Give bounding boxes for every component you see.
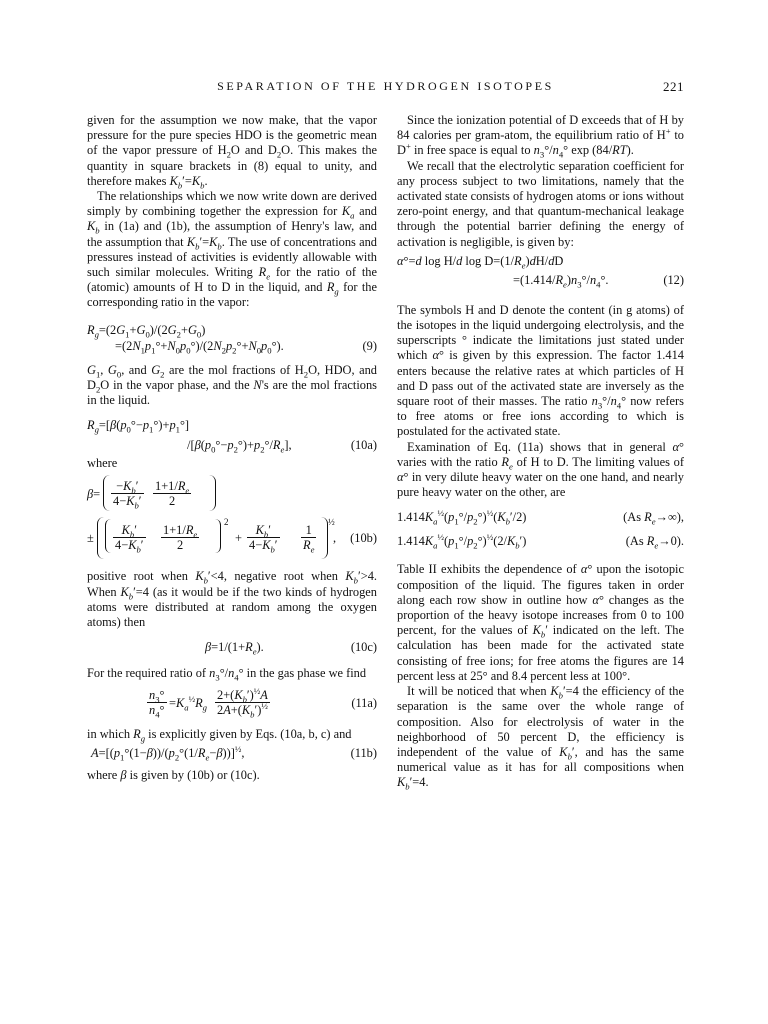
fraction <box>111 479 144 511</box>
left-column <box>87 113 377 783</box>
running-title: SEPARATION OF THE HYDROGEN ISOTOPES <box>217 79 554 93</box>
equation-number: (9) <box>362 338 377 353</box>
page-number: 221 <box>663 79 684 94</box>
paragraph: in which $R_g$ is explicitly given by Eqs. (10a, b, c) and <box>87 727 352 744</box>
numerator: $-K_b'$ <box>111 479 144 494</box>
denominator: $4-K_b'$ <box>249 538 278 555</box>
equation-10c <box>87 640 377 656</box>
fraction <box>247 523 280 555</box>
denominator: $n_4^\circ$ <box>149 703 165 720</box>
equation-11b <box>87 743 377 763</box>
equation-number: (12) <box>663 272 684 287</box>
denominator: $4-K_b'$ <box>115 538 144 555</box>
numerator: $n_3^\circ$ <box>149 688 165 705</box>
beta-lhs: β= <box>87 487 101 502</box>
limit-row-2 <box>397 534 684 550</box>
plus-minus: ± <box>87 531 94 546</box>
numerator: $2+(K_b')^{\frac{1}{2}}A$ <box>215 688 270 703</box>
equation-12-line2 <box>397 273 684 289</box>
right-column <box>397 113 684 791</box>
equation-number: (11b) <box>350 745 377 760</box>
equation-text: α°=d log H/d $\log D=(1/R_e)dH/dD$ <box>397 253 564 271</box>
limit-expression: $1.414K_a^{\frac{1}{2}}(p_1^\circ/p_2^\circ)^{\frac{1}{2}}(K_b'/2)$ <box>397 508 527 527</box>
paragraph: Table II exhibits the dependence of α° upon the isotopic composition of the liquid. The figures taken in order along each row show in outline how α° changes as the proportion of the heavy isotope increases from 0 to 100 percent, for the values of $K_b'$ indicated on the left. The calculation has been made for the activated state consisting of free ions; for free atoms the figures are 14 percent less at 25° and 8.4 percent less at 100°. <box>397 562 684 683</box>
paragraph: It will be noticed that when $K_b'=4$ the efficiency of the separation is the same over the whole range of composition. Also for electrolysis of water in the neighborhood of 50 percent D, the efficiency is independent of the value of $K_b'$, and has the same numerical value as it has for all compositions when $K_b'=4$. <box>397 684 685 792</box>
numerator: $1+1/R_e$ <box>163 523 198 540</box>
plus-sign: + <box>235 531 242 546</box>
equation-text: $/[\beta(p_0^\circ-p_2^\circ)+p_2^\circ/R_e]$, <box>187 438 292 455</box>
equation-text: $A=[(p_1^\circ(1-\beta))/(p_2^\circ(1/R_e-\beta))]^{\frac{1}{2}}$, <box>91 743 245 763</box>
fraction <box>147 688 167 720</box>
fraction <box>113 523 146 555</box>
limit-expression: $1.414K_a^{\frac{1}{2}}(p_1^\circ/p_2^\circ)^{\frac{1}{2}}(2/K_b')$ <box>397 532 527 551</box>
equation-number: (10a) <box>350 438 377 453</box>
equation-number: (10c) <box>350 640 377 655</box>
limit-row-1 <box>397 510 684 526</box>
denominator: $2A+(K_b')^{\frac{1}{2}}$ <box>217 701 268 720</box>
left-brace <box>97 517 104 559</box>
paragraph: $G_1$, $G_0$, and $G_2$ are the mol fractions of $H_2O$, HDO, and $D_2O$ in the vapor phase, and the N's are the mol fractions in the liquid. <box>87 362 378 408</box>
fraction <box>301 523 316 555</box>
equation-beta <box>87 475 377 515</box>
equation-12-line1 <box>397 254 684 270</box>
paragraph: For the required ratio of $n_3^\circ/n_4^\circ$ in the gas phase we find <box>87 666 367 683</box>
running-header <box>87 79 684 97</box>
paragraph: positive root when $K_b'<4$, negative root when $K_b'>4$. When $K_b'=4$ (as it would be if the two kinds of hydrogen atoms were distributed at random among the oxygen atoms) then <box>87 569 377 630</box>
paragraph: Examination of Eq. (11a) shows that in general α° varies with the ratio $R_e$ of H to D. The limiting values of α° in very dilute heavy water on the one hand, and nearly pure heavy water on the other, are <box>397 439 684 500</box>
denominator: 2 <box>169 494 176 509</box>
equation-9-line2 <box>87 339 377 355</box>
equation-text: $R_g=(2G_1+G_0)/(2G_2+G_0)$ <box>87 322 206 340</box>
equation-text: $\beta=1/(1+R_e)$. <box>205 640 264 657</box>
paragraph: given for the assumption we now make, that the vapor pressure for the pure species HDO is the geometric mean of the vapor pressure of $H_2O$ and $D_2O$. This makes the quantity in square brackets in (8) equal to unity, and therefore makes $K_b'=K_b$. <box>87 113 378 191</box>
fraction <box>161 523 199 552</box>
paragraph: The relationships which we now write down are derived simply by combining together the expression for $K_a$ and $K_b$ in (1a) and (1b), the assumption of Henry's law, and the assumption that $K_b'=K_b$. The use of concentrations and pressures instead of activities is evidently allowable with such similar molecules. Writing $R_e$ for the ratio of the (atomic) amounts of H to D in the liquid, and $R_g$ for the corresponding ratio in the vapor: <box>87 189 378 310</box>
equation-9-line1 <box>87 323 377 339</box>
equation-text: $=(1.414/R_e)n_3^\circ/n_4^\circ$. <box>513 272 609 290</box>
right-brace <box>209 475 216 511</box>
exponent: ½ <box>328 517 335 528</box>
equation-10a-line2 <box>87 438 377 454</box>
equation-text: $R_g=[\beta(p_0^\circ-p_1^\circ)+p_1^\circ]$ <box>87 418 190 435</box>
numerator: $K_b'$ <box>113 523 146 538</box>
equation-10b <box>87 515 377 563</box>
left-paren <box>105 519 111 553</box>
numerator: 1 <box>301 523 316 538</box>
equation-11a <box>87 687 377 721</box>
denominator: 2 <box>177 538 184 553</box>
paragraph: The symbols H and D denote the content (in g atoms) of the isotopes in the liquid undergoing electrolysis, and the superscripts ° indicate the limitations just stated under which α° is given by this expression. The factor 1.414 enters because the relative rates at which particles of H and D pass out of the activated state are inversely as the square root of their masses. The ratio $n_3^\circ/n_4^\circ$ now refers to free atoms or free ions according to which is postulated for the activated state. <box>397 302 684 439</box>
right-brace <box>321 517 328 559</box>
paragraph: where β is given by (10b) or (10c). <box>87 767 260 782</box>
right-paren <box>215 519 221 553</box>
fraction <box>153 479 191 508</box>
equation-10a-line1 <box>87 418 377 434</box>
left-brace <box>103 475 110 511</box>
paragraph: We recall that the electrolytic separation coefficient for any process subject to two limitations, namely that the activated state consists of hydrogen atoms or ions without zero-point energy, and that quantum-mechanical leakage through the potential barrier defining the energy of activation is negligible, is given by: <box>397 158 684 249</box>
numerator: $1+1/R_e$ <box>155 479 190 496</box>
numerator: $K_b'$ <box>247 523 280 538</box>
equation-number: (11a) <box>351 696 377 711</box>
paragraph: Since the ionization potential of D exceeds that of H by 84 calories per gram-atom, the equilibrium ratio of H+ to D+ in free space is equal to $n_3^\circ/n_4^\circ$ exp (84/RT). <box>397 113 684 160</box>
fraction <box>215 686 270 720</box>
comma: , <box>333 531 337 546</box>
equation-text: $=K_a^{\frac{1}{2}}R_g$ <box>169 694 207 713</box>
equation-number: (10b) <box>350 531 377 546</box>
limit-condition: (As $R_e\to 0$). <box>625 534 684 551</box>
denominator: $4-K_b'$ <box>113 494 142 511</box>
where-label: where <box>87 456 118 471</box>
exponent: 2 <box>224 517 229 528</box>
denominator: $R_e$ <box>303 538 315 555</box>
limit-condition: (As $R_e\to\infty$), <box>623 510 684 527</box>
equation-text: $=(2N_1p_1^\circ+N_0p_0^\circ)/(2N_2p_2^\circ+N_0p_0^\circ)$. <box>115 338 284 356</box>
